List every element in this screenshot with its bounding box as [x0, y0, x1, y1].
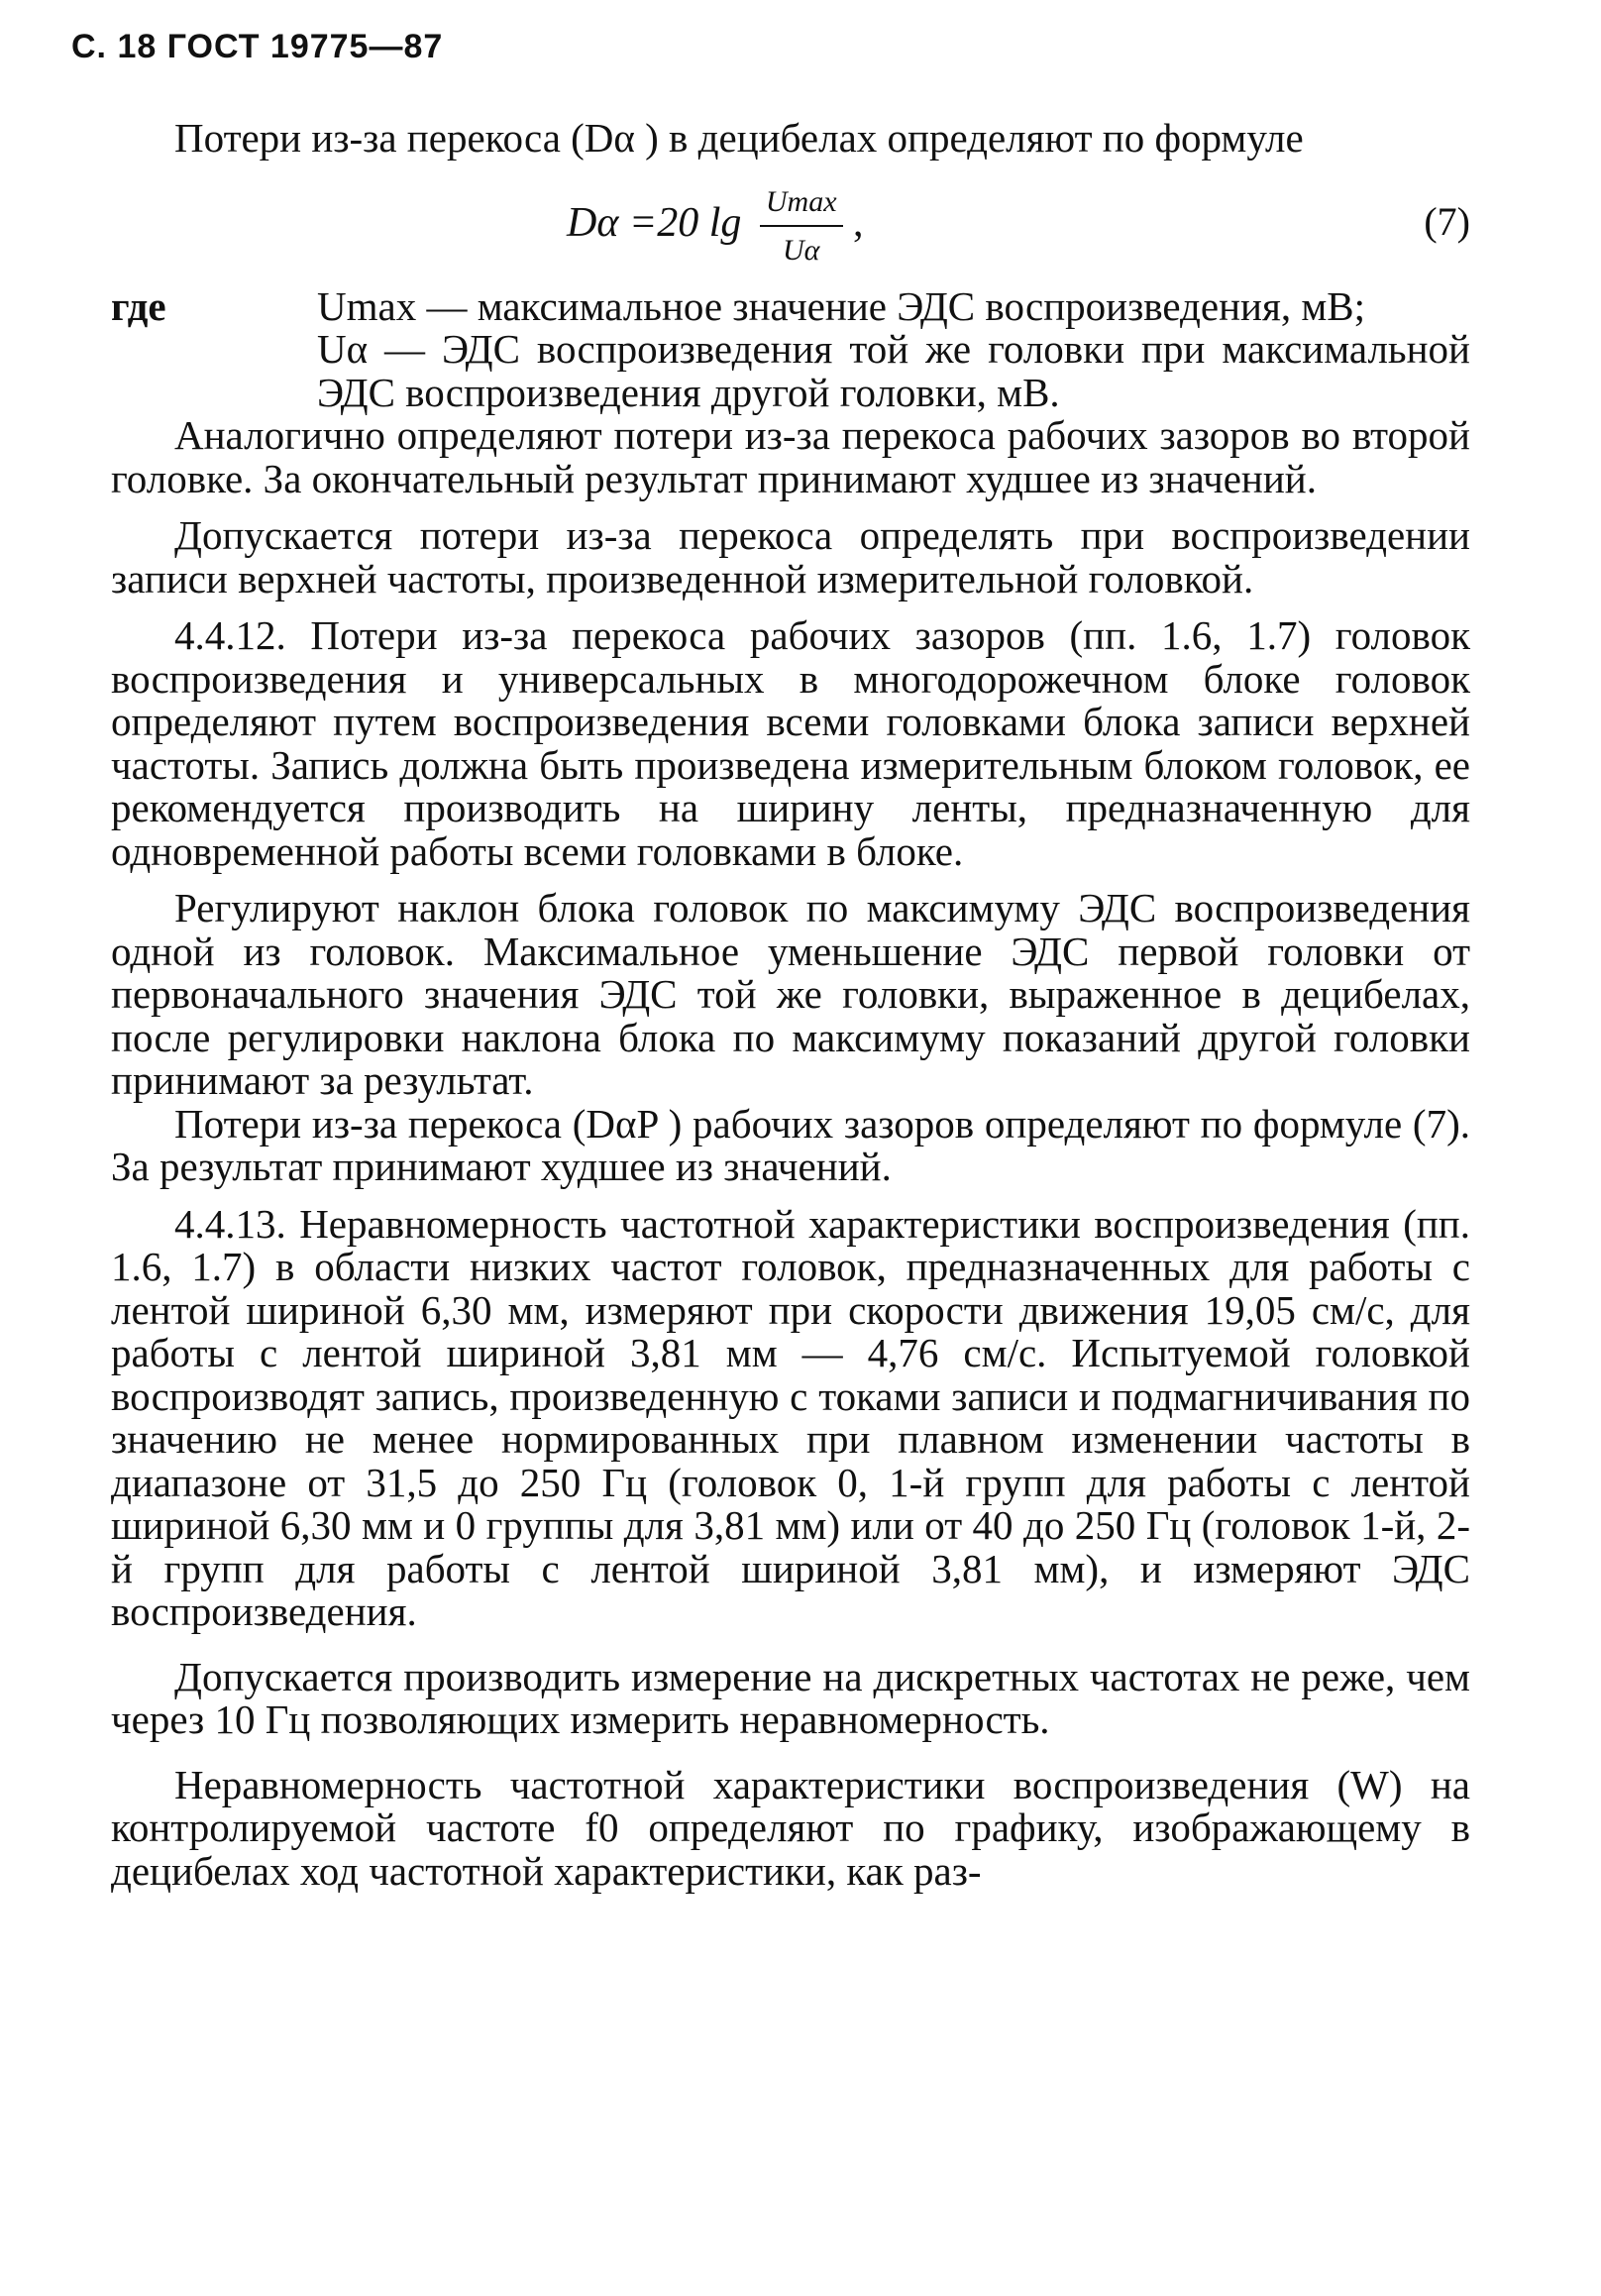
- formula-lhs: Dα =20 lg: [567, 199, 742, 246]
- formula-expression: [567, 180, 864, 273]
- page-header: С. 18 ГОСТ 19775—87: [71, 28, 444, 65]
- formula-denominator: Uα: [783, 234, 820, 267]
- paragraph-1: Аналогично определяют потери из-за перекоса рабочих зазоров во второй головке. За окончательный результат принимают худшее из значений.: [111, 412, 1470, 501]
- formula-number: (7): [1424, 198, 1470, 244]
- where-item-umax: Umax — максимальное значение ЭДС воспроизведения, мВ;: [317, 282, 1366, 329]
- paragraph-4: Регулируют наклон блока головок по максимуму ЭДС воспроизведения одной из головок. Максимальное уменьшение ЭДС первой головки от первоначального значения ЭДС той же головки, выраженное в децибелах, после регулировки наклона блока по максимуму показаний другой головки принимают за результат.: [111, 885, 1470, 1103]
- formula-7: [111, 163, 1470, 272]
- paragraph-4-4-12: 4.4.12. Потери из-за перекоса рабочих зазоров (пп. 1.6, 1.7) головок воспроизведения и универсальных в многодорожечном блоке головок определяют путем воспроизведения всеми головками блока записи верхней частоты. Запись должна быть произведена измерительным блоком головок, ее рекомендуется производить на ширину ленты, предназначенную для одновременной работы всеми головками в блоке.: [111, 612, 1470, 874]
- formula-comma: ,: [853, 199, 864, 246]
- paragraph-8: Неравномерность частотной характеристики воспроизведения (W) на контролируемой частоте f0 определяют по графику, изображающему в децибелах ход частотной характеристики, как раз-: [111, 1761, 1470, 1894]
- paragraph-4-4-13: 4.4.13. Неравномерность частотной характеристики воспроизведения (пп. 1.6, 1.7) в области низких частот головок, предназначенных для работы с лентой шириной 6,30 мм, измеряют при скорости движения 19,05 см/с, для работы с лентой шириной 3,81 мм — 4,76 см/с. Испытуемой головкой воспроизводят запись, произведенную с токами записи и подмагничивания по значению не менее нормированных при плавном изменении частоты в диапазоне от 31,5 до 250 Гц (головок 0, 1-й групп для работы с лентой шириной 6,30 мм и 0 группы для 3,81 мм) или от 40 до 250 Гц (головок 1-й, 2-й групп для работы с лентой шириной 3,81 мм), и измеряют ЭДС воспроизведения.: [111, 1200, 1470, 1634]
- paragraph-5: Потери из-за перекоса (DαP ) рабочих зазоров определяют по формуле (7). За результат принимают худшее из значений.: [111, 1100, 1470, 1189]
- where-item-ualpha: Uα — ЭДС воспроизведения той же головки при максимальной ЭДС воспроизведения другой головки, мВ.: [317, 326, 1470, 415]
- where-row-1: [111, 282, 1470, 329]
- intro-paragraph: Потери из-за перекоса (Dα ) в децибелах определяют по формуле: [174, 115, 1304, 161]
- formula-numerator: Umax: [760, 180, 843, 228]
- formula-fraction: [760, 180, 843, 273]
- paragraph-2: Допускается потери из-за перекоса определять при воспроизведении записи верхней частоты, произведенной измерительной головкой.: [111, 512, 1470, 601]
- where-block: [111, 282, 1470, 415]
- paragraph-7: Допускается производить измерение на дискретных частотах не реже, чем через 10 Гц позволяющих измерить неравномерность.: [111, 1653, 1470, 1742]
- body-text: [111, 117, 1470, 1893]
- where-word: где: [111, 282, 166, 329]
